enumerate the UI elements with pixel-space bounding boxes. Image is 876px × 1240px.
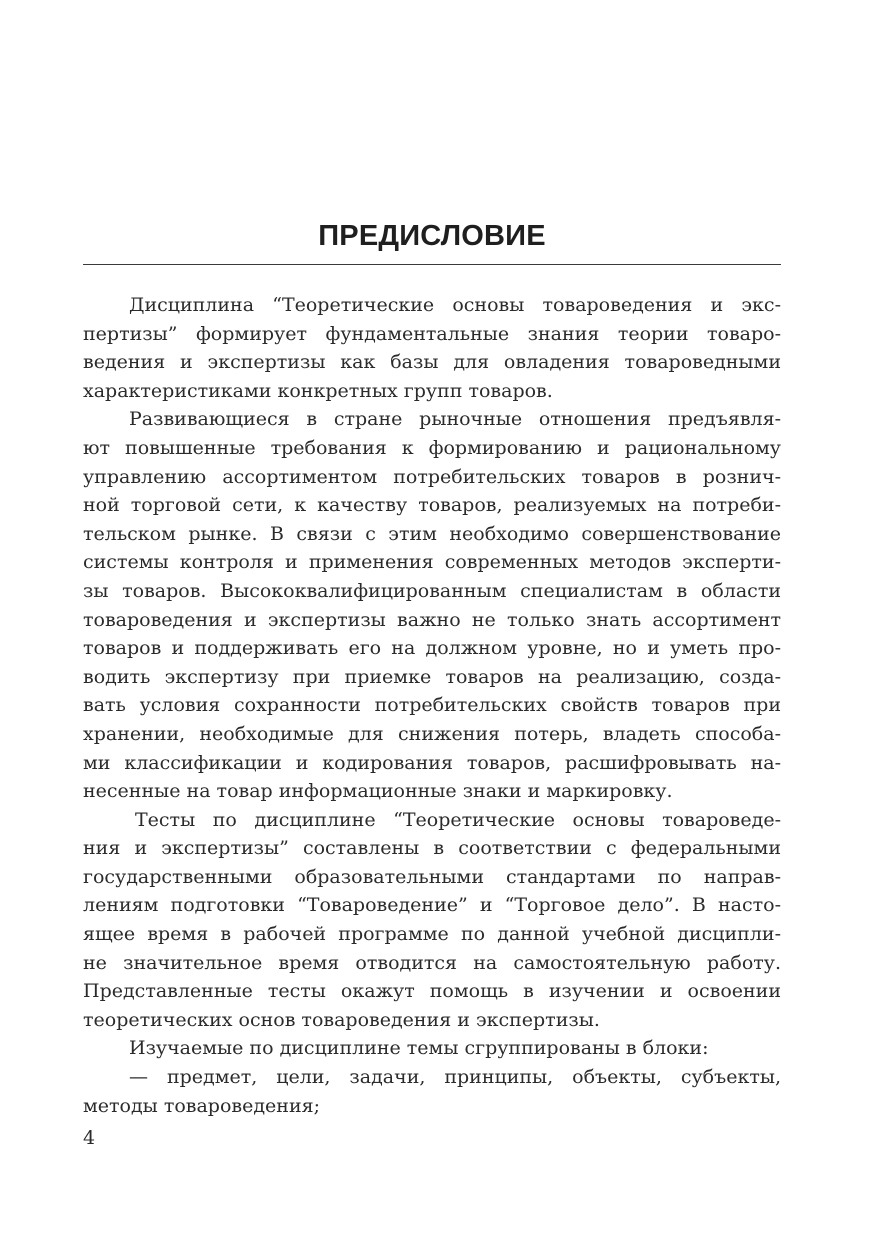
text-line: управлению ассортиментом потребительских товаров в рознич- [83, 465, 781, 488]
text-line: ной торговой сети, к качеству товаров, реализуемых на потреби- [83, 494, 781, 517]
text-line: государственными образовательными стандартами по направ- [83, 865, 781, 888]
text-line: ведения и экспертизы как базы для овладения товароведными [83, 351, 781, 374]
text-line: теоретических основ товароведения и экспертизы. [83, 1008, 600, 1031]
text-line: Тесты по дисциплине “Теоретические основы товароведе- [135, 808, 781, 831]
text-line: ния и экспертизы” составлены в соответствии с федеральными [83, 837, 781, 860]
text-line: ми классификации и кодирования товаров, расшифровывать на- [83, 751, 781, 774]
text-line: лениям подготовки “Товароведение” и “Торговое дело”. В насто- [83, 894, 781, 917]
text-line: ют повышенные требования к формированию и рациональному [83, 436, 781, 459]
text-line: характеристиками конкретных групп товаров. [83, 379, 553, 402]
text-line: несенные на товар информационные знаки и маркировку. [83, 780, 673, 803]
text-line: Изучаемые по дисциплине темы сгруппированы в блоки: [129, 1037, 709, 1060]
text-line: ящее время в рабочей программе по данной учебной дисципли- [83, 923, 781, 946]
text-line: Развивающиеся в стране рыночные отношения предъявля- [129, 408, 781, 431]
body-text [83, 291, 781, 1120]
page-title: ПРЕДИСЛОВИЕ [318, 220, 546, 252]
page-number: 4 [83, 1127, 96, 1149]
text-line: вать условия сохранности потребительских свойств товаров при [83, 694, 781, 717]
text-line: товаров и поддерживать его на должном уровне, но и уметь про- [83, 637, 781, 660]
text-line: системы контроля и применения современных методов эксперти- [83, 551, 781, 574]
list-item-line: — предмет, цели, задачи, принципы, объекты, субъекты, [129, 1066, 781, 1089]
list-item-line: методы товароведения; [83, 1094, 321, 1117]
title-underline [83, 264, 781, 265]
text-line: хранении, необходимые для снижения потерь, владеть способа- [83, 722, 781, 745]
text-line: товароведения и экспертизы важно не только знать ассортимент [83, 608, 781, 631]
text-line: Дисциплина “Теоретические основы товароведения и экс- [129, 294, 781, 316]
text-line: зы товаров. Высококвалифицированным специалистам в области [83, 579, 781, 602]
text-line: Представленные тесты окажут помощь в изучении и освоении [83, 980, 781, 1003]
text-line: водить экспертизу при приемке товаров на реализацию, созда- [83, 665, 781, 688]
text-line: не значительное время отводится на самостоятельную работу. [83, 951, 781, 974]
text-line: пертизы” формирует фундаментальные знания теории товаро- [83, 322, 781, 345]
text-line: тельском рынке. В связи с этим необходимо совершенствование [83, 522, 781, 545]
